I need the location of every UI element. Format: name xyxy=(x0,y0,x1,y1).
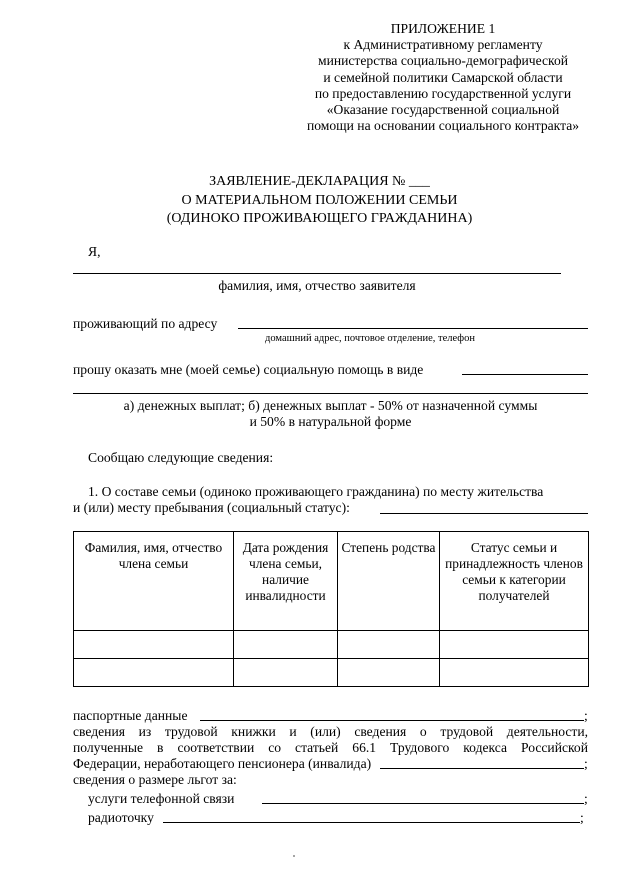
table-header-cell: Статус семьи и принадлежность членов семьи к категории получателей xyxy=(440,532,589,631)
work-info-semicolon: ; xyxy=(584,756,588,771)
section1-line: 1. О составе семьи (одиноко проживающего гражданина) по месту жительства xyxy=(88,484,544,499)
table-header-row xyxy=(74,532,589,631)
passport-label: паспортные данные xyxy=(73,708,188,723)
benefits-label: сведения о размере льгот за: xyxy=(73,772,237,787)
info-intro: Сообщаю следующие сведения: xyxy=(88,450,274,465)
social-status-field-line[interactable] xyxy=(380,513,588,514)
title-line: О МАТЕРИАЛЬНОМ ПОЛОЖЕНИИ СЕМЬИ xyxy=(181,192,458,208)
fio-caption: фамилия, имя, отчество заявителя xyxy=(218,278,416,293)
document-title xyxy=(0,173,639,229)
passport-semicolon: ; xyxy=(584,708,588,723)
work-info-line: Федерации, неработающего пенсионера (инвалида) xyxy=(73,756,372,771)
appendix-line: ПРИЛОЖЕНИЕ 1 xyxy=(390,21,496,36)
passport-field-line[interactable] xyxy=(200,720,584,721)
work-info-field-line[interactable] xyxy=(380,768,584,769)
fio-field-line[interactable] xyxy=(73,273,561,274)
appendix-line: «Оказание государственной социальной xyxy=(326,102,560,118)
options-line: и 50% в натуральной форме xyxy=(249,414,412,429)
radio-benefit-label: радиоточку xyxy=(88,810,154,825)
table-cell[interactable] xyxy=(338,631,440,659)
table-cell[interactable] xyxy=(74,631,234,659)
ya-label: Я, xyxy=(88,244,101,259)
address-caption: домашний адрес, почтовое отделение, телефон xyxy=(265,333,475,344)
appendix-line: министерства социально-демографической xyxy=(317,53,569,69)
table-cell[interactable] xyxy=(74,659,234,687)
request-label: прошу оказать мне (моей семье) социальную помощь в виде xyxy=(73,362,424,377)
work-info-line: полученные в соответствии со статьей 66.1 Трудового кодекса Российской xyxy=(73,740,588,755)
table-cell[interactable] xyxy=(234,631,338,659)
table-row xyxy=(74,659,589,687)
table-header-cell: Степень родства xyxy=(338,532,440,631)
appendix-line: и семейной политики Самарской области xyxy=(323,69,563,85)
family-composition-table xyxy=(73,531,589,687)
options-line: а) денежных выплат; б) денежных выплат - 50% от назначенной суммы xyxy=(123,398,538,413)
work-info-line: сведения из трудовой книжки и (или) сведения о трудовой деятельности, xyxy=(73,724,588,739)
table-header-cell: Дата рождения члена семьи, наличие инвалидности xyxy=(234,532,338,631)
table-cell[interactable] xyxy=(338,659,440,687)
address-label: проживающий по адресу xyxy=(73,316,218,331)
appendix-line: по предоставлению государственной услуги xyxy=(314,85,572,101)
address-field-line[interactable] xyxy=(238,328,588,329)
table-row xyxy=(74,631,589,659)
scan-speck xyxy=(293,855,295,857)
section1-line: и (или) месту пребывания (социальный статус): xyxy=(73,500,350,515)
title-line: (ОДИНОКО ПРОЖИВАЮЩЕГО ГРАЖДАНИНА) xyxy=(166,211,473,226)
appendix-header xyxy=(283,21,603,134)
phone-benefit-label: услуги телефонной связи xyxy=(88,791,235,806)
request-field-line[interactable] xyxy=(462,374,588,375)
phone-benefit-semicolon: ; xyxy=(584,791,588,806)
table-cell[interactable] xyxy=(440,659,589,687)
title-line: ЗАЯВЛЕНИЕ-ДЕКЛАРАЦИЯ № ___ xyxy=(209,174,430,189)
table-cell[interactable] xyxy=(234,659,338,687)
appendix-line: помощи на основании социального контракта» xyxy=(306,118,580,134)
radio-benefit-semicolon: ; xyxy=(580,810,584,825)
request-field-line-2[interactable] xyxy=(73,393,588,394)
table-cell[interactable] xyxy=(440,631,589,659)
radio-benefit-field-line[interactable] xyxy=(163,822,580,823)
phone-benefit-field-line[interactable] xyxy=(262,803,584,804)
table-header-cell: Фамилия, имя, отчество члена семьи xyxy=(74,532,234,631)
appendix-line: к Административному регламенту xyxy=(343,37,543,53)
